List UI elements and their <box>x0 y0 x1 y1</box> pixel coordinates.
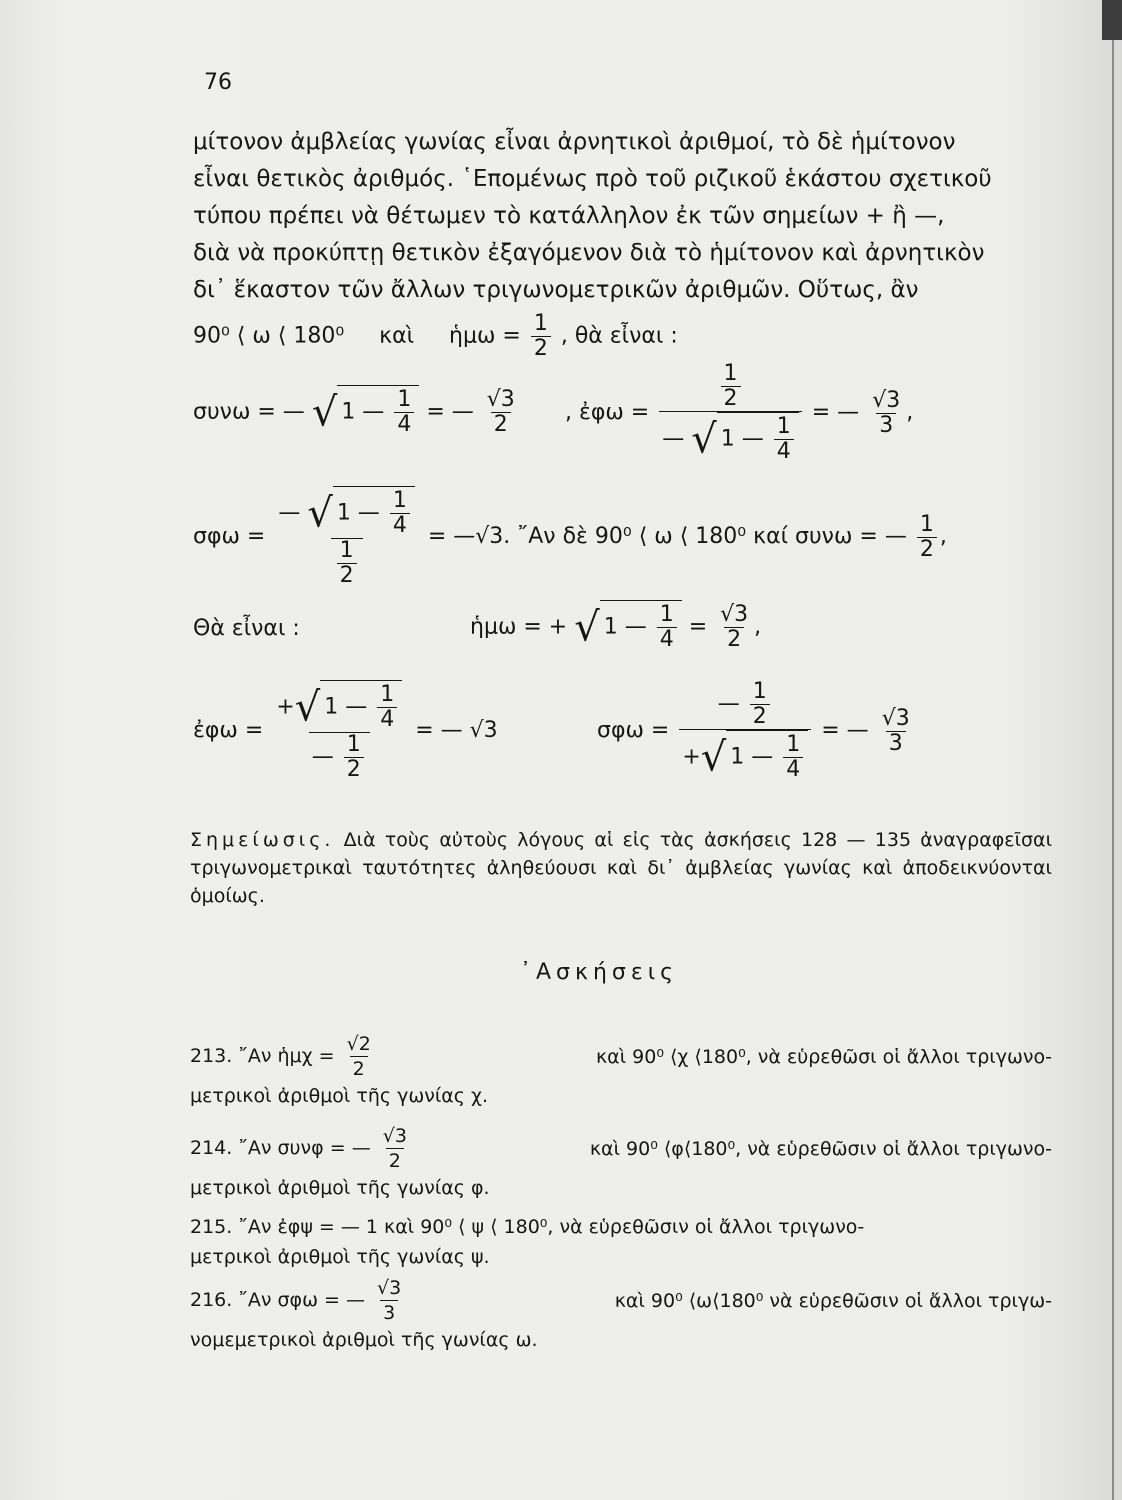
scan-corner <box>1102 0 1122 40</box>
hmw2-formula: ἡμω = + √ 1 — $\frac{1}{4}$ = $\frac{√3}{2}$ , <box>470 602 762 652</box>
note-body: Διὰ τοὺς αὐτοὺς λόγους αἱ εἰς τὰς ἀσκήσεις 128 — 135 ἀναγραφεῖσαι τριγωνομετρικαὶ ταυτότητες ἀληθεύουσι καὶ δι᾽ ἀμβλείας γωνίας καὶ ἀποδεικνύονται ὁμοίως. <box>190 829 1052 907</box>
paragraph-line: εἶναι θετικὸς ἀριθμός. ῾Επομένως πρὸ τοῦ ριζικοῦ ἑκάστου σχετικοῦ <box>193 166 992 192</box>
note-label: Σημείωσις. <box>190 829 335 851</box>
paragraph-line: διὰ νὰ προκύπτῃ θετικὸν ἐξαγόμενον διὰ τὸ ἡμίτονον καὶ ἀρνητικὸν <box>193 240 985 266</box>
paragraph-line: τύπου πρέπει νὰ θέτωμεν τὸ κατάλληλον ἐκ τῶν σημείων + ἢ —, <box>193 203 945 229</box>
exercises-heading: ᾽Ασκήσεις <box>520 960 679 985</box>
intro-paragraph <box>193 124 1023 309</box>
page-edge <box>1112 0 1114 1500</box>
condition-line <box>193 312 678 361</box>
efw-formula: , ἐφω = $\frac{1}{2}$ — √ 1 — $\frac{1}{4}$ = — $\frac{√3}{3}$ , <box>565 361 914 464</box>
paragraph-line: μίτονον ἀμβλείας γωνίας εἶναι ἀρνητικοὶ ἀριθμοί, τὸ δὲ ἡμίτονον <box>193 129 956 155</box>
sfw-formula: σφω = — √ 1 — $\frac{1}{4}$ $\frac{1}{2}$ = —√3. ῎Αν δὲ 90⁰ ⟨ ω ⟨ 180⁰ καί συνω = — $\frac{1}{2}$ , <box>193 488 947 588</box>
fraction-one-half: $\frac{1}{2}$ <box>531 312 551 361</box>
sfw2-formula: σφω = — $\frac{1}{2}$ +√ 1 — $\frac{1}{4}$ = — $\frac{√3}{3}$ <box>597 679 910 782</box>
tha-einai-label: Θὰ εἶναι : <box>193 616 300 641</box>
cos-condition: ῎Αν δὲ 90⁰ ⟨ ω ⟨ 180⁰ καί συνω = — <box>517 524 907 549</box>
angle-range: 90⁰ ⟨ ω ⟨ 180⁰ <box>193 323 345 349</box>
exercise-214: 214. ῎Αν συνφ = — $\frac{√3}{2}$ καὶ 90⁰ ⟨φ⟨180⁰, νὰ εὑρεθῶσιν οἱ ἄλλοι τριγωνο- μετρικοὶ ἀριθμοὶ τῆς γωνίας φ. <box>190 1125 1052 1199</box>
kai-word: καὶ <box>379 323 415 349</box>
exercise-216: 216. ῎Αν σφω = — $\frac{√3}{3}$ καὶ 90⁰ ⟨ω⟨180⁰ νὰ εὑρεθῶσιν οἱ ἄλλοι τριγω- νομεμετρικοὶ ἀριθμοὶ τῆς γωνίας ω. <box>190 1277 1052 1351</box>
sqrt3-over-2: $\frac{√3}{2}$ <box>486 387 515 437</box>
efw2-formula: ἐφω = +√ 1 — $\frac{1}{4}$ — $\frac{1}{2}$ = — √3 <box>193 682 498 782</box>
radical-sign: √ <box>311 389 338 436</box>
synw-formula: συνω = — √ 1 — $\frac{1}{4}$ = — $\frac{√3}{2}$ <box>193 385 521 437</box>
radicand: 1 — $\frac{1}{4}$ <box>337 385 419 437</box>
note-paragraph <box>190 826 1052 910</box>
exercise-215: 215. ῎Αν ἐφψ = — 1 καὶ 90⁰ ⟨ ψ ⟨ 180⁰, νὰ εὑρεθῶσιν οἱ ἄλλοι τριγωνο- μετρικοὶ ἀριθμοὶ τῆς γωνίας ψ. <box>190 1216 865 1268</box>
tha-einai: , θὰ εἶναι : <box>560 323 678 349</box>
exercise-213: 213. ῎Αν ἡμχ = $\frac{√2}{2}$ καὶ 90⁰ ⟨χ ⟨180⁰, νὰ εὑρεθῶσι οἱ ἄλλοι τριγωνο- μετρικοὶ ἀριθμοὶ τῆς γωνίας χ. <box>190 1033 1052 1107</box>
paragraph-line: δι᾽ ἕκαστον τῶν ἄλλων τριγωνομετρικῶν ἀριθμῶν. Οὕτως, ἂν <box>193 277 919 303</box>
hmw-label: ἡμω = <box>449 323 521 349</box>
page-number: 76 <box>204 70 232 95</box>
